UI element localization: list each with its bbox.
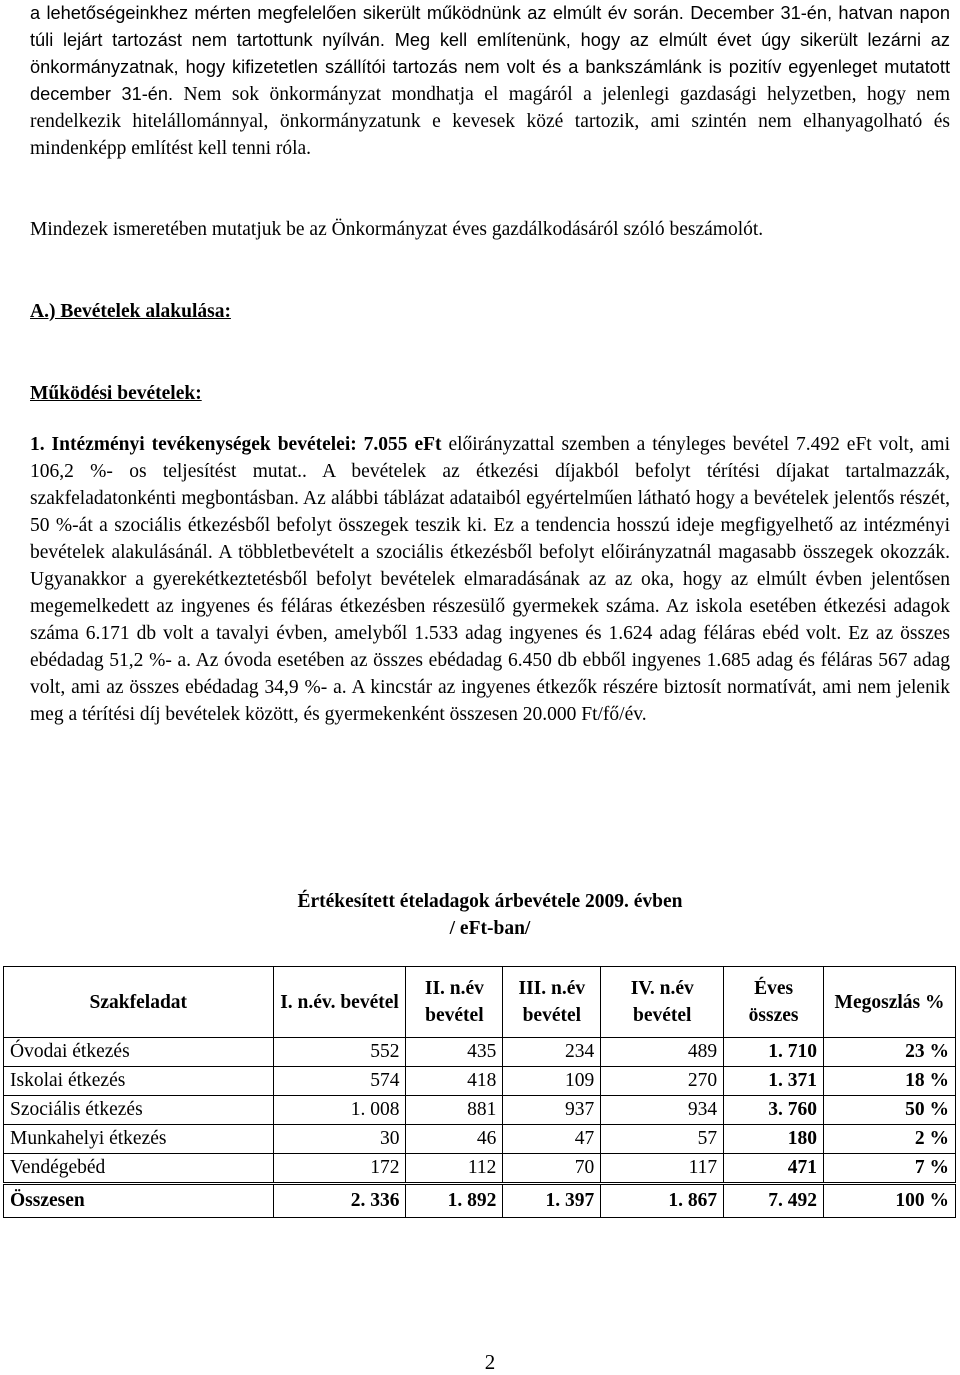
header-cell: III. n.év bevétel	[503, 967, 601, 1038]
table-cell: 234	[503, 1038, 601, 1067]
summary-paragraph: Mindezek ismeretében mutatjuk be az Önkormányzat éves gazdálkodásáról szóló beszámolót.	[30, 219, 764, 240]
header-cell: Szakfeladat	[4, 967, 274, 1038]
table-header-row	[4, 967, 956, 1038]
share-cell: 2 %	[824, 1125, 956, 1154]
annual-total-cell: 180	[724, 1125, 824, 1154]
item1-lead: 1. Intézményi tevékenységek bevételei: 7.055 eFt	[30, 434, 442, 455]
table-row	[4, 1096, 956, 1125]
total-label: Összesen	[4, 1184, 274, 1218]
table-cell: 112	[406, 1154, 503, 1184]
row-label: Szociális étkezés	[4, 1096, 274, 1125]
total-cell: 2. 336	[273, 1184, 406, 1218]
intro-text-a: a lehetőségeinkhez mérten megfelelően sikerült működnünk az elmúlt év során. December 31-én, hatvan napon túli lejárt tartozást nem tartottunk nyílván. Meg kell említenünk, hogy az elmúlt évet úgy sikerült lezárni az önkormányzatnak, hogy kifizetetlen szállítói tartozás nem volt és a bankszámlánk is pozitív egyenleget mutatott december 31-én.	[30, 3, 950, 104]
row-label: Iskolai étkezés	[4, 1067, 274, 1096]
table-row	[4, 1125, 956, 1154]
table-cell: 57	[601, 1125, 724, 1154]
share-cell: 7 %	[824, 1154, 956, 1184]
annual-total-cell: 471	[724, 1154, 824, 1184]
total-cell: 1. 397	[503, 1184, 601, 1218]
table-row	[4, 1067, 956, 1096]
intro-paragraph	[30, 0, 950, 162]
total-cell: 1. 867	[601, 1184, 724, 1218]
table-cell: 1. 008	[273, 1096, 406, 1125]
table-cell: 109	[503, 1067, 601, 1096]
table-cell: 270	[601, 1067, 724, 1096]
item1-text: előirányzattal szemben a tényleges bevétel 7.492 eFt volt, ami 106,2 %- os teljesítést mutat.. A bevételek az étkezési díjakból befolyt térítési díjakat tartalmazzák, szakfeladatonkénti megbontásban. Az alábbi táblázat adataiból egyértelműen látható hogy a bevételek jelentős részét, 50 %-át a szociális étkezésből befolyt összegek teszik ki. Ez a tendencia hosszú ideje megfigyelhető az intézményi bevételek alakulásánál. A többletbevételt a szociális étkezésből befolyt előirányzatnál magasabb összegek okozzák. Ugyanakkor a gyerekétkeztetésből befolyt bevételek elmaradásának az az oka, hogy az elmúlt évben jelentősen megemelkedett az ingyenes és féláras étkezésben részesülő gyermekek száma. Az iskola esetében étkezési adagok száma 6.171 db volt a tavalyi évben, amelyből 1.533 adag ingyenes és 1.624 adag féláras ebéd volt. Ez az összes ebédadag 51,2 %- a. Az óvoda esetében az összes ebédadag 6.450 db ebből ingyenes 1.685 adag és féláras 567 adag volt, ami az összes ebédadag 34,9 %- a. A kincstár az ingyenes étkezők részére biztosít normatívát, ami nem jelenik meg a térítési díj bevételek között, és gyermekenként összesen 20.000 Ft/fő/év.	[30, 434, 950, 725]
table-cell: 435	[406, 1038, 503, 1067]
row-label: Vendégebéd	[4, 1154, 274, 1184]
table-unit: / eFt-ban/	[449, 918, 531, 939]
table-cell: 172	[273, 1154, 406, 1184]
table-cell: 117	[601, 1154, 724, 1184]
table-row	[4, 1154, 956, 1184]
section-a-heading: A.) Bevételek alakulása:	[30, 301, 231, 322]
table-cell: 881	[406, 1096, 503, 1125]
revenue-table	[3, 966, 956, 1218]
table-cell: 30	[273, 1125, 406, 1154]
table-cell: 70	[503, 1154, 601, 1184]
table-title: Értékesített ételadagok árbevétele 2009. évben	[297, 891, 683, 912]
header-cell: Megoszlás %	[824, 967, 956, 1038]
total-cell: 1. 892	[406, 1184, 503, 1218]
table-cell: 574	[273, 1067, 406, 1096]
share-cell: 18 %	[824, 1067, 956, 1096]
table-caption	[30, 888, 950, 942]
table-cell: 47	[503, 1125, 601, 1154]
total-row	[4, 1184, 956, 1218]
table-row	[4, 1038, 956, 1067]
table-cell: 934	[601, 1096, 724, 1125]
total-cell: 100 %	[824, 1184, 956, 1218]
share-cell: 23 %	[824, 1038, 956, 1067]
header-cell: I. n.év. bevétel	[273, 967, 406, 1038]
row-label: Munkahelyi étkezés	[4, 1125, 274, 1154]
table-cell: 489	[601, 1038, 724, 1067]
annual-total-cell: 1. 371	[724, 1067, 824, 1096]
header-cell: IV. n.év bevétel	[601, 967, 724, 1038]
item1-paragraph	[30, 431, 950, 728]
table-cell: 552	[273, 1038, 406, 1067]
share-cell: 50 %	[824, 1096, 956, 1125]
header-cell: II. n.év bevétel	[406, 967, 503, 1038]
subsection-heading: Működési bevételek:	[30, 383, 202, 404]
total-cell: 7. 492	[724, 1184, 824, 1218]
table-cell: 418	[406, 1067, 503, 1096]
annual-total-cell: 1. 710	[724, 1038, 824, 1067]
row-label: Óvodai étkezés	[4, 1038, 274, 1067]
table-cell: 46	[406, 1125, 503, 1154]
page-number: 2	[484, 1350, 496, 1374]
header-cell: Éves összes	[724, 967, 824, 1038]
table-cell: 937	[503, 1096, 601, 1125]
intro-text-b: Nem sok önkormányzat mondhatja el magáról a jelenlegi gazdasági helyzetben, hogy nem rendelkezik hitelállománnyal, önkormányzatunk e kevesek közé tartozik, ami szintén nem elhanyagolható és mindenképp említést kell tenni róla.	[30, 84, 951, 159]
annual-total-cell: 3. 760	[724, 1096, 824, 1125]
